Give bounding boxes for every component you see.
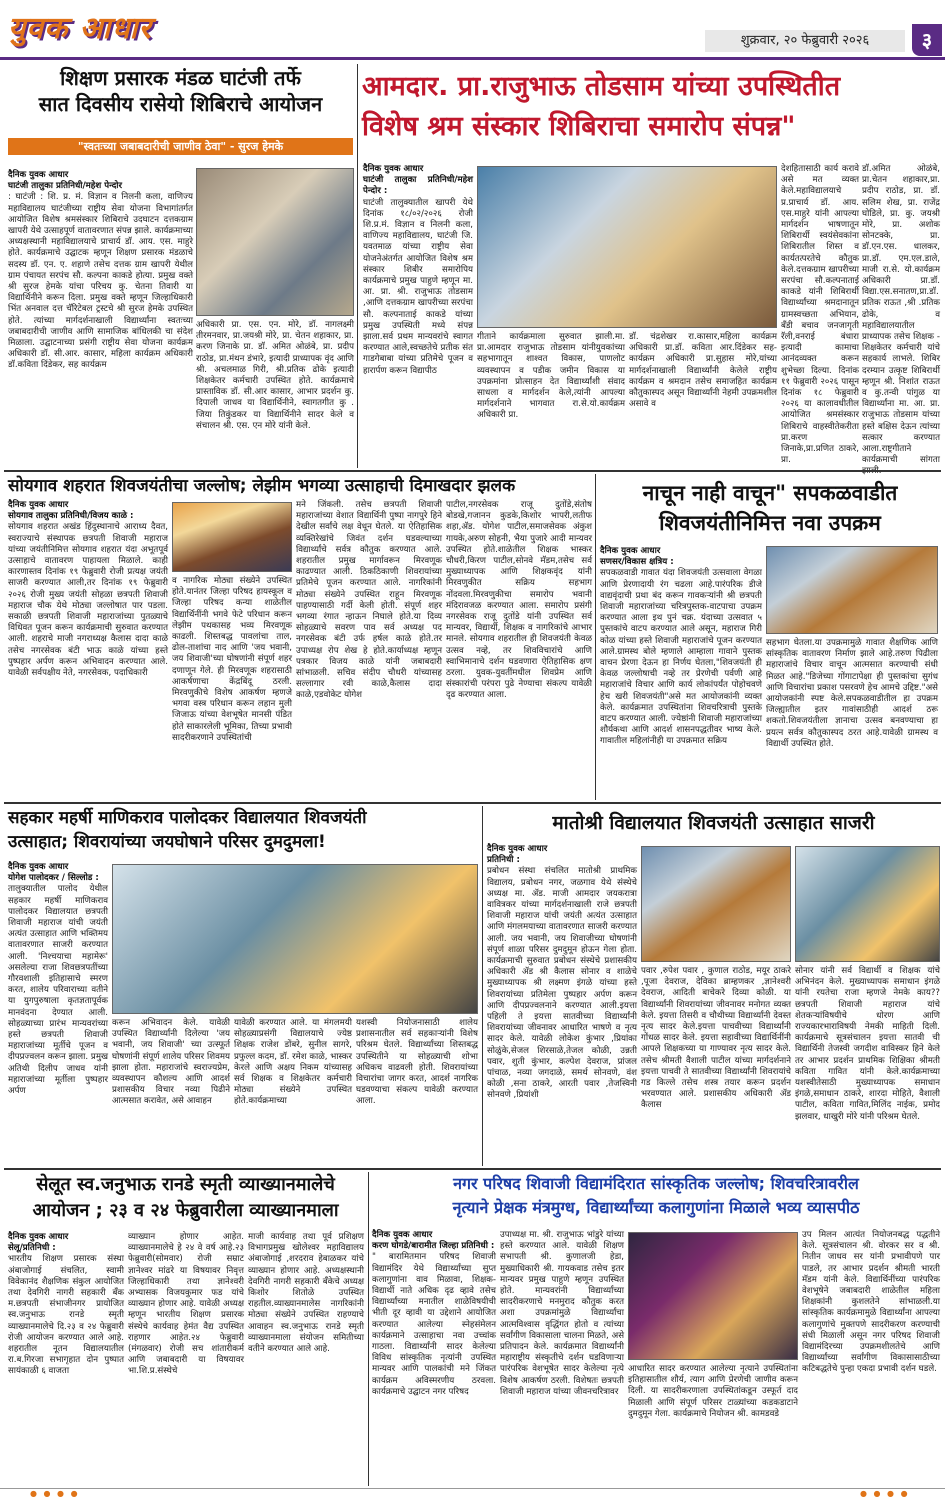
a5-column-2: करून अभिवादन केले. यावेळी उपस्थित विद्यार्थ्यांनी दिलेल्या 'जय भवानी, जय शिवाजी' च्या उत्स्फूर्त घोषणांनी संपूर्ण शालेय परिसर शिवमय झाला होता. महाराजांचे स्वराज्यप्रेम, व्यवस्थापन कौशल्य आणि आदर्श प्रशासकीय विचार नव्या पिढीने आत्मसात करावेत, असे आवाहन <box>112 1018 230 1107</box>
a4-photo <box>766 546 938 634</box>
a8-byline-2: करण घोगडे/बारामीत जिल्हा प्रतिनिधी : <box>372 1241 495 1252</box>
a2-column-4: देशहितासाठी कार्य करावे असे मत व्यक्त केले.महाविद्यालयाचे प्र.प्राचार्य डॉ. आय. एस.माहुरे यांनी आपल्या मार्गदर्शन भाषणातून शिबिरार्थी स्वयंसेवकांना शिबिरातील शिस्त व कार्यतत्परतेचे कौतुक केले.दत्तकग्राम खापरीच्या सरपंचा सौ.कल्पनाताई काकडे यांनी शिबिरार्थी विद्यार्थ्यांच्या श्रमदानातून ग्रामस्वच्छता अभियान, बँडी बचाव जनजागृती रॅली,वनराई बंधारा इत्यादी कामाचा आनंदव्यक्त करून शुभेच्छा दिल्या. दिनांक ११ फेब्रुवारी २०२६ पासून दिनांक १८ फेब्रुवारी २०२६ या कालावधीतील आयोजित श्रमसंस्कार शिबिराचे वाहस्वीतेकरीता प्रा.करण जिनाके,प्रा.प्रणित ठाकरे, प्रा. <box>781 164 859 466</box>
vertical-divider-3 <box>482 806 483 1166</box>
a8-title-1: नगर परिषद शिवाजी विद्यामंदिरात सांस्कृतिक जल्लोष; शिवचरित्रावरील <box>453 1174 859 1193</box>
registration-dots-right: ● ● ● ● <box>860 1489 910 1498</box>
a3-title: सोयगाव शहरात शिवजयंतीचा जल्लोष; लेझीम भगव्या उत्साहाची दिमाखदार झलक <box>8 476 516 496</box>
a2-title-1: आमदार. प्रा.राजुभाऊ तोडसाम यांच्या उपस्थितीत <box>362 71 841 102</box>
masthead <box>0 0 945 60</box>
a2-title-2: विशेष श्रम संस्कार शिबिराचा समारोप संपन्न" <box>362 111 796 142</box>
a4-byline-2: सणसर/विकास क्षत्रिय : <box>600 557 674 568</box>
registration-dots-left: ● ● ● ● <box>30 1489 80 1498</box>
vertical-divider-4 <box>368 1172 369 1486</box>
a6-body-1: प्रबोधन संस्था संचलित मातोश्री प्राथमिक विद्यालय, प्रबोधन नगर, जळगाव येथे संस्थेचे अध्यक्ष मा. ॲड. माजी आमदार जयकरात्रा वावित्रकर यांच्या मार्गदर्शनाखाली राजे छत्रपती शिवाजी महाराज यांची जयंती अत्यंत उत्साहात आणि मंगलमयाच्या वातावरणात साजरी करण्यात आली. जय भवानी, जय शिवाजीच्या घोषणांनी संपूर्ण शाळा परिसर दुमदुमून होऊन गेला होता. कार्यक्रमाची सुरुवात प्रबोधन संस्थेचे प्रशासकीय अधिकारी ॲड श्री कैलास सोनार व शाळेचे मुख्याध्यापक श्री लक्ष्मण इंगळे यांच्या हस्ते शिवरायांच्या प्रतिमेला पुष्पहार अर्पण करून आणि दीपप्रज्वलनाने करण्यात आली.इयत्ता पहिली ते इयत्ता सातवीच्या विद्यार्थ्यांनी शिवरायांच्या जीवनावर आधारित भाषणे व नृत्य सादर केले. यावेळी लोकेश कुंभार ,प्रियांका सोळुंके,सेजल शिरसाळे,तेजल कोळी, उन्नती पवार, शुती कुंभार, कल्पेश देवराज, प्रांजल पांचाळ, नव्या जगदाळे, समर्थ सोनवणे, वंश कोळी ,सना ठाकरे, आरती पवार ,तेजस्विनी सोनवणे ,प्रियांशी <box>487 866 637 1101</box>
a4-column-1 <box>600 546 762 798</box>
a5-body-1: तालुक्यातील पालोद येथील सहकार महर्षी माणिकराव पालोदकर विद्यालयात छत्रपती शिवाजी महाराज यांची जयंती अत्यंत उत्साहात आणि भक्तिमय वातावरणात साजरी करण्यात आली. 'निश्चयाचा महामेरू' असलेल्या राजा शिवछत्रपतींच्या गौरवशाली इतिहासाचे स्मरण करत, शालेय परिवाराच्या वतीने या युगपुरुषाला कृतज्ञतापूर्वक मानवंदना देण्यात आली. सोहळ्याच्या प्रारंभ मान्यवरांच्या हस्ते छत्रपती शिवाजी महाराजांच्या मूर्तीचे पूजन व दीपप्रज्वलन करून झाला. प्रमुख अतिथी दिलीप जाधव यांनी महाराजांच्या मूर्तीला पुष्पहार अर्पण <box>8 884 108 1097</box>
a8-column-4: उप मिलन आत्यंत नियोजनबद्ध पद्धतीने केले. सूत्रसंचालन श्री. वोरकर सर व श्री. नितीन जाधव सर यांनी प्रभावीपणे पार पाडले, तर आभार प्रदर्शन श्रीमती भारती मॅडम यांनी केले. विद्यार्थिनींच्या पारंपरिक वेशभूषेने जबाबदारी शाळेतील महिला शिक्षकांनी कुशलतेने सांभाळली.या सांस्कृतिक कार्यक्रमामुळे विद्यार्थ्यांना आपल्या कलागुणांचे मुक्तपणे सादरीकरण करण्याची संधी मिळाली असून नगर परिषद शिवाजी विद्यामंदिरच्या उपक्रमशीलतेचे आणि विद्यार्थ्यांच्या सर्वांगीण विकासासाठीच्या कटिबद्धतेचे पुन्हा एकदा प्रभावी दर्शन घडले. <box>802 1230 940 1375</box>
a8-column-3: आधारित सादर करण्यात आलेल्या नृत्याने उपस्थितांना इतिहासातील शौर्य, त्याग आणि प्रेरणेची जाणीव करून दिली. या सादरीकरणाला उपस्थितांकडून उस्फूर्त दाद मिळाली आणि संपूर्ण परिसर टाळ्यांच्या कडकडाटाने दुमदुमून गेला. कार्यक्रमाचे नियोजन श्री. कामडवडे <box>628 1364 798 1419</box>
a4-column-2: सहभाग घेतला.या उपक्रमामुळे गावात शैक्षणिक आणि सांस्कृतिक वातावरण निर्माण झाले आहे.तरुण पिढीला महाराजांचे विचार वाचून आत्मसात करण्याची संधी मिळत आहे."डिजेच्या गोंगाटापेक्षा ही पुस्तकांचा सुगंध आणि विचारांचा प्रकाश पसरवणे हेच आमचे उद्दिष्ट."असे आयोजकांनी स्पष्ट केले.सपकळवाडीतील हा उपक्रम जिल्ह्यातील इतर गावांसाठीही आदर्श ठरू शकतो.शिवजयंतीला ज्ञानाचा उत्सव बनवण्याचा हा प्रयत्न सर्वत्र कौतुकास्पद ठरत आहे.यावेळी ग्रामस्थ व विद्यार्थी उपस्थित होते. <box>766 638 938 749</box>
a6-byline-2: प्रतिनिधी : <box>487 855 520 866</box>
a5-byline-2: योगेश पालोदकर / सिल्लोड : <box>8 873 99 884</box>
a1-title-2: सात दिवसीय रासेयो शिबिराचे आयोजन <box>38 92 323 116</box>
a6-photo-2 <box>795 846 940 962</box>
a5-title-1: सहकार महर्षी माणिकराव पालोदकर विद्यालयात शिवजयंती <box>8 808 367 828</box>
a3-column-1 <box>8 500 168 798</box>
a1-body: : घाटंजी : शि. प्र. मं. विज्ञान व निलनी कला, वाणिज्य महाविद्यालय घाटंजीच्या राष्ट्रीय सेवा योजना विभागांतर्गत आयोजित विशेष श्रमसंस्कार शिबिराचे उदघाटन दत्तकग्राम खापरी येथे उत्साहपूर्ण वातावरणात संपन्न झाले. कार्यक्रमाच्या अध्यक्षस्थानी महाविद्यालयाचे प्राचार्य डॉ. आय. एस. माहुरे होते. कार्यक्रमाचे उद्घाटक म्हणून शिक्षण प्रसारक मंडळाचे सदस्य डॉ. एन. ए. शहाणे तसेच दत्तक ग्राम खापरी येथील ग्राम पंचायत सरपंच सौ. कल्पना काकडे होत्या. प्रमुख वक्ते श्री सुरज हेमके यांचा परिचय कु. चेतना तिवारी या विद्यार्थिनीने करून दिला. प्रमुख वक्ते म्हणून जिल्हाधिकारी भिंत अनवाल दत्त चॅरिटेबल ट्रस्टचे श्री सुरज हेमके उपस्थित होते. त्यांच्या मार्गदर्शनाखाली विद्यार्थ्यांना स्वतःच्या जबाबदारीची जाणीव आणि सामाजिक बांधिलकी चा संदेश मिळाला. उद्घाटनाच्या प्रसंगी राष्ट्रीय सेवा योजना कार्यक्रम अधिकारी डॉ. सी.आर. कासार, महिला कार्यक्रम अधिकारी डॉ.कविता दिंडेकर, सह कार्यक्रम <box>8 192 193 371</box>
a3-column-2: व नागरिक मोठ्या संख्येने उपस्थित होते.यानंतर जिल्हा परिषद हायस्कूल व जिल्हा परिषद कन्या शाळेतील विद्यार्थिनींनी भगवे फेटे परिधान करून लेझीम पथकासह भव्य मिरवणूक काढली. शिस्तबद्ध पावलांचा ताल, ढोल-ताशांचा नाद आणि 'जय भवानी, जय शिवाजी'च्या घोषणांनी संपूर्ण शहर दणाणून गेले. ही मिरवणूक शहरासाठी आकर्षणाचा केंद्रबिंदू ठरली. मिरवणुकीचे विशेष आकर्षण म्हणजे भगवा वस्त्र परिधान करून लहान मुली जिजाऊ यांच्या वेशभूषेत मानसी पंडित होते साकारलेली भूमिका, तिच्या प्रभावी सादरीकरणाने उपस्थितांची <box>172 576 292 743</box>
a4-body-1: सपकळवाडी गावात यंदा शिवजयंती उत्सवाला वेगळा आणि प्रेरणादायी रंग चढला आहे.पारंपरिक डीजे वाद्यवृंदाची प्रथा बंद करून गावकऱ्यांनी श्री छत्रपती शिवाजी महाराजांच्या चरित्रपुस्तक-वाटपाचा उपक्रम करण्यात आला इथ पुनं चक्र. यंदाच्या उत्सवात ५ पुस्तकांचे वाटप करण्यात आले असून, महाराज गिरी कोळ यांच्या हस्ते शिवाजी महाराजांचे पूजन करण्यात आले.ग्रामस्थ बोले म्हणाले आम्हाला गावाने पुस्तक वाचन प्रेरणा देऊन हा निर्णय घेतला,"शिवजयंती ही केवळ जल्लोषाची नव्हे तर प्रेरणेची पर्वणी आहे महाराजांचे विचार आणि कार्य लोकांपर्यंत पोहोचवणे हेच खरी शिवजयंती"असे मत आयोजकांनी व्यक्त केले. कार्यक्रमात उपस्थितांना शिवचरित्राची पुस्तके वाटप करण्यात आली. ज्येष्ठांनी शिवाजी महाराजांच्या शौर्यकथा आणि आदर्श शासनपद्धतीवर भाष्य केले. गावातील महिलांनीही या उपक्रमात सक्रिय <box>600 568 762 747</box>
horizontal-divider <box>4 470 941 472</box>
a5-byline: दैनिक युवक आधार <box>8 862 69 872</box>
a7-column-3: माजी कार्यवाह तथा पूर्व प्रशिक्षण विभागप्रमुख खोलेश्वर महाविद्यालय अंबाजोगाई ,शरदराव हेबाळकर यांचे व्याख्यान होणार आहे. अध्यक्षस्थानी देवगिरी नागरी सहकारी बँकेचे अध्यक्ष किशोर शितोळे उपस्थित राहतील.व्याख्यानमालेस नागरिकांनी मोठ्या संख्येने उपस्थित राहण्याचे आवाहन स्व.जनुभाऊ रानडे स्मृती व्याख्यानमाला संयोजन समितीच्या वतीने करण्यात आले आहे. <box>248 1232 364 1355</box>
page-footer <box>0 1488 945 1501</box>
a3-column-3: मने जिंकली. तसेच छत्रपती शिवाजी महाराजांच्या वेशात विद्यार्थिनी पुष्पा नागपुरे हिने देखील सर्वांचे लक्ष वेधून घेतले. या ऐतिहासिक व्यक्तिरेखांचे जिवंत दर्शन घडवल्याच्या विद्यार्थ्यांचे सर्वत्र कौतुक करण्यात आले. शहरातील प्रमुख मार्गावरून मिरवणूक काढण्यात आली. ठिकठिकाणी शिवरायांच्या प्रतिमेचे पूजन करण्यात आले. नागरिकांनी मोठ्या संख्येने उपस्थित राहून मिरवणूक पाहण्यासाठी गर्दी केली होती. संपूर्ण शहर भगव्या रंगात न्हाऊन निघाले होते.या दिव्य सोहळ्याचे सवरण पाव सर्व अध्यक्ष पद नगरसेवक बंटी उर्फ हर्षल काळे होते.तर उपाध्यक्ष रोप शेख हे होते.कार्याध्यक्ष म्हणून पत्रकार विजय काळे यांनी जबाबदारी सांभाळली. सचिव संदीप चौधरी यांच्यासह सल्लागार रवी काळे,कैलास दादा काळे,एडवोकेट योगेश <box>296 500 442 701</box>
a5-title-2: उत्साहात; शिवरायांच्या जयघोषाने परिसर दुमदुमला! <box>8 832 326 852</box>
a1-photo <box>196 168 354 316</box>
a2-byline-2: घाटंजी तालुका प्रतिनिधी/महेश पेन्दोर : <box>363 175 473 197</box>
page-number: ३ <box>912 24 942 56</box>
a2-body-1: घाटंजी तालुक्यातील खापरी येथे दिनांक १८/०२/२०२६ रोजी शि.प्र.मं. विज्ञान व निलनी कला, वाणिज्य महाविद्यालय, घाटंजी जि. यवतमाळ यांच्या राष्ट्रीय सेवा योजनेअंतर्गत आयोजित विशेष श्रम संस्कार शिबीर समारोपिय कार्यक्रमाचे प्रमुख पाहुणे म्हणून मा. आ. प्रा. श्री. राजुभाऊ तोडसाम ,आणि दत्तकग्राम खापरीच्या सरपंचा सौ. कल्पनाताई काकडे यांच्या प्रमुख उपस्थिती मध्ये संपन्न झाला.सर्व प्रथम मान्यवरांचे स्वागत करण्यात आले,स्वच्छतेचे प्रतीक संत गाडगेबाबा यांच्या प्रतिमेचे पूजन व हारार्पण करून विद्यापीठ <box>363 197 473 376</box>
a8-column-1 <box>372 1230 496 1484</box>
a1-column <box>8 170 193 466</box>
a8-photo <box>628 1232 798 1360</box>
a2-photo <box>477 166 777 328</box>
a8-byline: दैनिक युवक आधार <box>372 1230 433 1240</box>
a5-column-1 <box>8 862 108 1164</box>
a5-column-4: यशस्वी नियोजनासाठी शालेय प्रशासनातील सर्व सहकाऱ्यांनी विशेष परिश्रम घेतले. विद्यार्थ्यांच्या शिस्तबद्ध उपस्थितीने या सोहळ्याची शोभा अधिकच वाढवली होती. शिवरायांच्या विचारांचा जागर करत, आदर्श नागरिक घडवण्याचा संकल्प यावेळी करण्यात आला. <box>356 1018 478 1107</box>
a4-title-1: नाचून नाही वाचून" सपकळवाडीत <box>642 481 898 505</box>
a3-photo <box>172 502 292 572</box>
issue-date: शुक्रवार, २० फेब्रुवारी २०२६ <box>705 30 905 52</box>
a8-body-1: " बारामितमान परिषद शिवाजी विद्यामंदिर येथे विद्यार्थ्यांच्या सुप्त कलागुणांना वाव मिळावा, शिक्षक-विद्यार्थी नाते अधिक दृढ व्हावे तसेच विद्यार्थ्यांच्या मनातील शाळेविषयीची भीती दूर व्हावी या उद्देशाने आयोजित करण्यात आलेल्या स्नेहसंमेलन कार्यक्रमाने उत्साहाचा नवा उच्चांक गाठला. विद्यार्थ्यांनी सादर केलेल्या विविध सांस्कृतिक नृत्यांनी उपस्थित मान्यवर आणि पालकांची मने जिंकत कार्यक्रम अविस्मरणीय ठरवला. कार्यक्रमाचे उद्घाटन नगर परिषद <box>372 1252 496 1397</box>
a4-title-2: शिवजयंतीनिमित्त नवा उपक्रम <box>659 511 881 535</box>
a2-column-3: डॉ. चंद्रशेखर रा.कासार,महिला कार्यक्रम अधिकारी प्रा.डॉ. कविता आर.दिंडेकर सह-कार्यक्रम अधिकारी प्रा.सुहास मोरे,यांच्या मार्गदर्शनाखाली विद्यार्थ्यांनी केलेले राष्ट्रीय कार्यक्रम व श्रमदान तसेच समाजहित कार्यक्रम कौतुकास्पद असून विद्यार्थ्यांनी नेहमी उपक्रमशील असावे व <box>629 332 777 410</box>
vertical-divider <box>357 64 358 468</box>
horizontal-divider-3 <box>4 1168 941 1170</box>
a2-column-2: गीताने कार्यक्रमाला सुरुवात झाली.मा. प्रा.आमदार राजुभाऊ तोडसाम यांनीयुवकांच्या सहभागातून शाश्वत विकास, पाणलोट व्यवस्थापन व पडीक जमीन विकास या उपक्रमांना प्रोत्साहन देत विद्यार्थ्यांशी संवाद साधला व मार्गदर्शन केले,त्यांनी आपल्या मार्गदर्शनाने भागवात रा.से.यो.कार्यक्रम अधिकारी प्रा. <box>477 332 625 421</box>
a3-byline: दैनिक युवक आधार <box>8 500 69 510</box>
a6-column-1 <box>487 844 637 1164</box>
a4-byline: दैनिक युवक आधार <box>600 546 661 556</box>
a7-body-1: भारतीय शिक्षण प्रसारक संस्था अंबाजोगाई संचलित, स्वामी विवेकानंद शैक्षणिक संकुल आयोजित तथा देवगिरी नागरी सहकारी बँक म.छत्रपती संभाजीनगर प्रायोजित स्व.जनुभाऊ रानडे स्मृती व्याख्यानमालेचे दि.२३ व २४ फेब्रुवारी रोजी आयोजन करण्यात आले आहे. शहरातील नूतन विद्यालयातील रा.ब.गिरजा सभागृहात दोन पुष्पात सायंकाळी ६ वाजता <box>8 1254 124 1377</box>
newspaper-logo: युवक आधार <box>8 11 152 46</box>
a8-title-2: नृत्याने प्रेक्षक मंत्रमुग्ध, विद्यार्थ्यांच्या कलागुणांना मिळाले भव्य व्यासपीठ <box>452 1198 860 1217</box>
a5-column-3: यावेळी करण्यात आले. या मंगलमयी सोहळ्याप्रसंगी विद्यालयाचे ज्येष्ठ शिक्षक राजेश डोंबरे, सुनील सागरे, प्रफुल्ल कदम, डॉ. रमेश काळे, भास्कर केरले आणि अक्षय निकम यांच्यासह सर्व शिक्षक व शिक्षकेतर कर्मचारी मोठ्या संख्येने उपस्थित होते.कार्यक्रमाच्या <box>234 1018 352 1107</box>
a7-byline: दैनिक युवक आधार <box>8 1232 69 1242</box>
a1-quote-bar: "स्वतःच्या जबाबदारीची जाणीव ठेवा" - सुरज हेमके <box>8 138 353 155</box>
a2-column-5: डॉ.अमित ओळंबे, प्रा.चेतन शहाकार,प्रा. प्रदीप राठोड, प्रा. डॉ. सलिम शेख, प्रा. राजेंद्र घोडिले, प्रा. कु. जयश्री मोरे, प्रा. अशोक सोनटक्के, प्रा. डॉ.एन.एस. धालकर, प्रा.डॉ. एम.एल.डाले, माजी रा.से. यो.कार्यक्रम अधिकारी प्रा.डॉ. विद्या.एस.सनातण,प्रा.डॉ. प्रतिक राऊत ,श्री .प्रतिक ढोके, व महाविद्यालयातील प्राध्यापक तसेच शिक्षक - शिक्षकेतर कर्मचारी यांचे सहकार्य लाभले. शिबिर दरम्यान उत्कृष्ट शिबिरार्थी म्हणून श्री. निशांत राऊत व कु.तन्वी पांगुळ या विद्यार्थ्यांना मा. आ. प्रा. राजुभाऊ तोडसाम यांच्या हस्ते बक्षिस देऊन त्यांच्या सत्कार करण्यात आला.राष्ट्रगीताने कार्यक्रमाची सांगता <box>862 164 940 466</box>
a6-column-2: पवार ,रुपेश पवार , कुणाल राठोड, मयूर ठाकरे ,पूजा देवराज, देविका ब्राम्हणकर ,ज्ञानेश्वरी देवराज, आदिती बाचेकरे दिव्या कोळी. या विद्यार्थ्यांनी शिवरायांच्या जीवनावर मनोगत व्यक्त केले. इयत्ता तिसरी व चौथीच्या विद्यार्थ्यांनी देवस्त नृत्य सादर केले.इयत्ता पाचवीच्या विद्यार्थ्यांनी गोंधळ सादर केले. इयत्ता सहावीच्या विद्यार्थिनींनी आपले शिक्षकच्या या गाण्यावर नृत्य सादर केले. तसेच श्रीमती वैशाली पाटील यांच्या मार्गदर्शनाने इयत्ता पाचवी ते सातवीच्या विद्यार्थ्यांनी शिवरायांचे गड किल्ले तसेच शस्त्र तयार करून प्रदर्शन भरवण्यात आले. प्रशासकीय अधिकारी ॲड कैलास <box>641 966 791 1111</box>
a1-title-1: शिक्षण प्रसारक मंडळ घाटंजी तर्फे <box>60 66 301 90</box>
a3-byline-2: सोयगाव तालुका प्रतिनिधी/विजय काळे : <box>8 511 134 522</box>
a3-column-4: पाटील,नगरसेवक राजू दुतोंडे,संतोष बोडखे,गजानन कुडके,किशोर भापरी,लतीफ शहा,ॲड. योगेश पाटील,समाजसेवक अंकुश गायके,अरुण सोहनी, भैया पुजारे आदी मान्यवर उपस्थित होते.शाळेतील शिक्षक भास्कर चौधरी,किरण पाटील,सोनवे मॅडम,तसेच सर्व मुख्याध्यापक आणि शिक्षकवृंद यांनी मिरवणुकीत सक्रिय सहभाग नोंदवला.मिरवणुकीचा समारोप भवानी मंदिरावजळ करण्यात आला. समारोप प्रसंगी नगरसेवक राजू दुतोंडे यांनी उपस्थित सर्व मान्यवर, विद्यार्थी, शिक्षक व नागरिकांचे आभार मानले. सोयगाव शहरातील ही शिवजयंती केवळ उत्सव नव्हे, तर शिवविचारांचे आणि स्वाभिमानाचे दर्शन घडवणारा ऐतिहासिक क्षण ठरला. युवक-युवतींमधील शिवप्रेम आणि संस्कारांची परंपरा पुढे नेण्याचा संकल्प यावेळी दृढ करण्यात आला. <box>446 500 592 701</box>
a7-title-2: आयोजन ; २३ व २४ फेब्रुवारीला व्याख्यानमाला <box>32 1200 339 1221</box>
horizontal-divider-2 <box>4 802 941 804</box>
a6-photo-1 <box>641 846 791 962</box>
a2-byline: दैनिक युवक आधार <box>363 164 424 174</box>
a1-caption: अधिकारी प्रा. एस. एन. मोरे, डॉ. नागलक्ष्मी तीरमनवार, प्रा.जयश्री मोरे, प्रा. चेतन शहाकार, प्रा. करण जिनाके प्रा. डॉ. अमित ओळंबे, प्रा. प्रदीप राठोड, प्रा.मंथन डंभारे, इत्यादी प्राध्यापक वृंद आणि श्री. अचलमाळ गिरी, श्री.प्रतिक ढोके इत्यादी शिक्षकेतर कर्मचारी उपस्थित होते. कार्यक्रमाचे प्रास्ताविक डॉ. सी.आर कासार, आभार प्रदर्शन कु. दिपाली जाधव या विद्यार्थिनीने, स्वागतगीत कु . जिया तिकुंडकर या विद्यार्थिनीने सादर केले व संचालन श्री. एस. एन मोरे यांनी केले. <box>196 320 354 431</box>
a7-title-1: सेलूत स्व.जनुभाऊ रानडे स्मृती व्याख्यानमालेचे <box>36 1174 335 1195</box>
a1-byline-2: घाटंजी तालुका प्रतिनिधी/महेश पेन्दोर <box>8 181 123 192</box>
a1-byline: दैनिक युवक आधार <box>8 170 69 180</box>
a8-column-2: उपाध्यक्ष मा. श्री. राजुभाऊ भांडुरे यांच्या हस्ते करण्यात आले. यावेळी शिक्षण सभापती श्री. कुणालजी हेडा, मुख्याधिकारी श्री. गायकवाड तसेच इतर मान्यवर प्रमुख पाहुणे म्हणून उपस्थित होते. मान्यवरांनी विद्यार्थ्यांच्या सादरीकरणाचे मनमुराद कौतुक करत अशा उपक्रमांमुळे विद्यार्थ्यांचा आत्मविश्वास वृद्धिंगत होतो व त्यांच्या सर्वांगीण विकासाला चालना मिळते, असे प्रतिपादन केले. कार्यक्रमात विद्यार्थ्यांनी महाराष्ट्रीय संस्कृतीचे दर्शन घडविणाऱ्या पारंपरिक वेशभूषेत सादर केलेल्या नृत्ये विशेष आकर्षण ठरली. विशेषतः छत्रपती शिवाजी महाराज यांच्या जीवनचरित्रावर <box>500 1230 624 1397</box>
a6-column-3: सोनार यांनी सर्व विद्यार्थी व शिक्षक यांचे अभिनंदन केले. मुख्याध्यापक समाधान इंगळे यांनी रयतेचा राजा म्हणजे नेमके काय?? छत्रपती शिवाजी महाराज यांचे शेतकऱ्यांविषयीचे धोरण आणि राज्यकारभाराविषयी नेमकी माहिती दिली. कार्यक्रमाचे सूत्रसंचालन इयत्ता सातवी ची विद्यार्थिनी तेजस्वी जगदीश वाविस्कर हिने केले तर आभार प्रदर्शन प्राथमिक शिक्षिका श्रीमती कविता गावित यांनी केले.कार्यक्रमाच्या यशस्वीतेसाठी मुख्याध्यापक समाधान इंगळे,समाधान ठाकरे, शारदा मोहिते, वैशाली पाटील, कविता गावित,मिलिंद नाईक, प्रमोद झलवार, धाखुरी मोरे यांनी परिश्रम घेतले. <box>795 966 940 1122</box>
a7-column-2: व्याख्यान होणार आहेत. व्याख्यानमालेचे हे २४ वे वर्ष आहे.२३ फेब्रुवारी(सोमवार) रोजी सम्राट ज्ञानेश्वर मांढरे या विषयावर निवृत्त जिल्हाधिकारी तथा ज्ञानेश्वरी अभ्यासक विजयकुमार फड यांचे व्याख्यान होणार आहे. यावेळी अध्यक्ष म्हणून भारतीय शिक्षण प्रसारक संस्थेचे कार्यवाह हेमंत वैद्य उपस्थित राहणार आहेत.२४ फेब्रुवारी (मंगळवार) रोजी सच शांतारीकर्म आणि जबाबदारी या विषयावर भा.शि.प्र.संस्थेचे <box>128 1232 244 1377</box>
a2-column-1 <box>363 164 473 466</box>
a5-photo <box>112 864 478 1014</box>
vertical-divider-2 <box>595 474 596 800</box>
a7-byline-2: सेलू/प्रतिनिधी : <box>8 1243 56 1254</box>
a3-body-1: सोयगाव शहरात अखंड हिंदुस्थानाचे आराध्य दैवत, स्वराज्याचे संस्थापक छत्रपती शिवाजी महाराज यांच्या जयंतीनिमित्त सोयगाव शहरात यंदा अभूतपूर्व उत्साहाचे वातावरण पाहायला मिळाले. काही कारणास्तव दिनांक १९ फेब्रुवारी रोजी प्रत्यक्ष जयंती साजरी करण्यात आली,तर दिनांक १९ फेब्रुवारी २०२६ रोजी मुख्य जयंती सोहळा छत्रपती शिवाजी महाराज चौक येथे मोठ्या जल्लोषात पार पडला. सकाळी छत्रपती शिवाजी महाराजांच्या पुतळ्याचे विधिवत पूजन करून कार्यक्रमाची सुरुवात करण्यात आली. शहराचे माजी नगराध्यक्ष कैलास दादा काळे तसेच नगरसेवक बंटी भाऊ काळे यांच्या हस्ते पुष्पहार अर्पण करून अभिवादन करण्यात आले. यावेळी सर्वपक्षीय नेते, नगरसेवक, पदाधिकारी <box>8 522 168 679</box>
a7-column-1 <box>8 1232 124 1484</box>
a6-byline: दैनिक युवक आधार <box>487 844 548 854</box>
a6-title: मातोश्री विद्यालयात शिवजयंती उत्साहात साजरी <box>552 812 875 834</box>
